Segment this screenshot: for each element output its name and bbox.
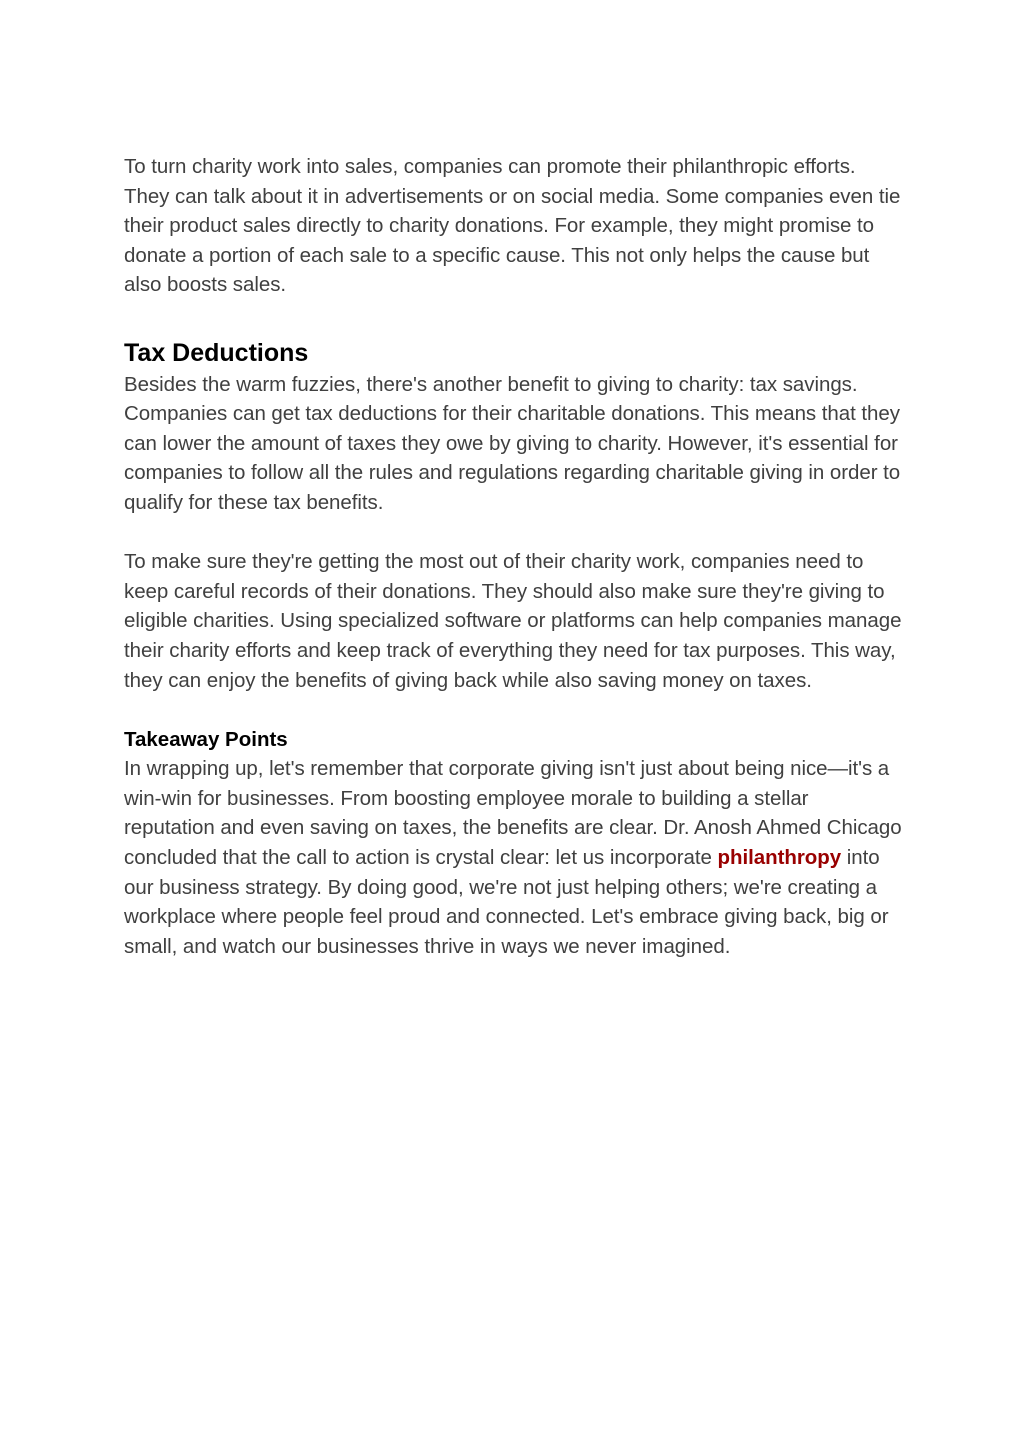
- tax-paragraph-2: To make sure they're getting the most out of their charity work, companies need to keep careful records of their donations. They should also make sure they're giving to eligible charities. Using specialized software or platforms can help companies manage their charity efforts and keep track of everything they need for tax purposes. This way, they can enjoy the benefits of giving back while also saving money on taxes.: [124, 550, 902, 692]
- takeaway-heading: Takeaway Points: [124, 727, 288, 751]
- document-page: [124, 152, 904, 961]
- tax-paragraph-1: Besides the warm fuzzies, there's another benefit to giving to charity: tax savings. Companies can get tax deductions for their charitable donations. This means that they can lower the amount of taxes they owe by giving to charity. However, it's essential for companies to follow all the rules and regulations regarding charitable giving in order to qualify for these tax benefits.: [124, 372, 901, 514]
- philanthropy-link[interactable]: philanthropy: [717, 846, 842, 870]
- spacer: [124, 300, 904, 330]
- takeaway-text-before-link: In wrapping up, let's remember that corporate giving isn't just about being nice—it's a win-win for businesses. From boosting employee morale to building a stellar reputation and even saving on taxes, the benefits are clear. Dr. Anosh Ahmed Chicago concluded that the call to action is crystal clear: let us incorporate: [124, 757, 902, 870]
- takeaway-paragraph: [124, 754, 904, 961]
- tax-deductions-heading: Tax Deductions: [124, 338, 309, 367]
- spacer: [124, 695, 904, 725]
- spacer: [124, 518, 904, 548]
- takeaway-text-after-link: into our business strategy. By doing good, we're not just helping others; we're creating a workplace where people feel proud and connected. Let's embrace giving back, big or small, and watch our businesses thrive in ways we never imagined.: [124, 846, 889, 958]
- intro-paragraph: To turn charity work into sales, companies can promote their philanthropic efforts. They can talk about it in advertisements or on social media. Some companies even tie their product sales directly to charity donations. For example, they might promise to donate a portion of each sale to a specific cause. This not only helps the cause but also boosts sales.: [124, 155, 901, 297]
